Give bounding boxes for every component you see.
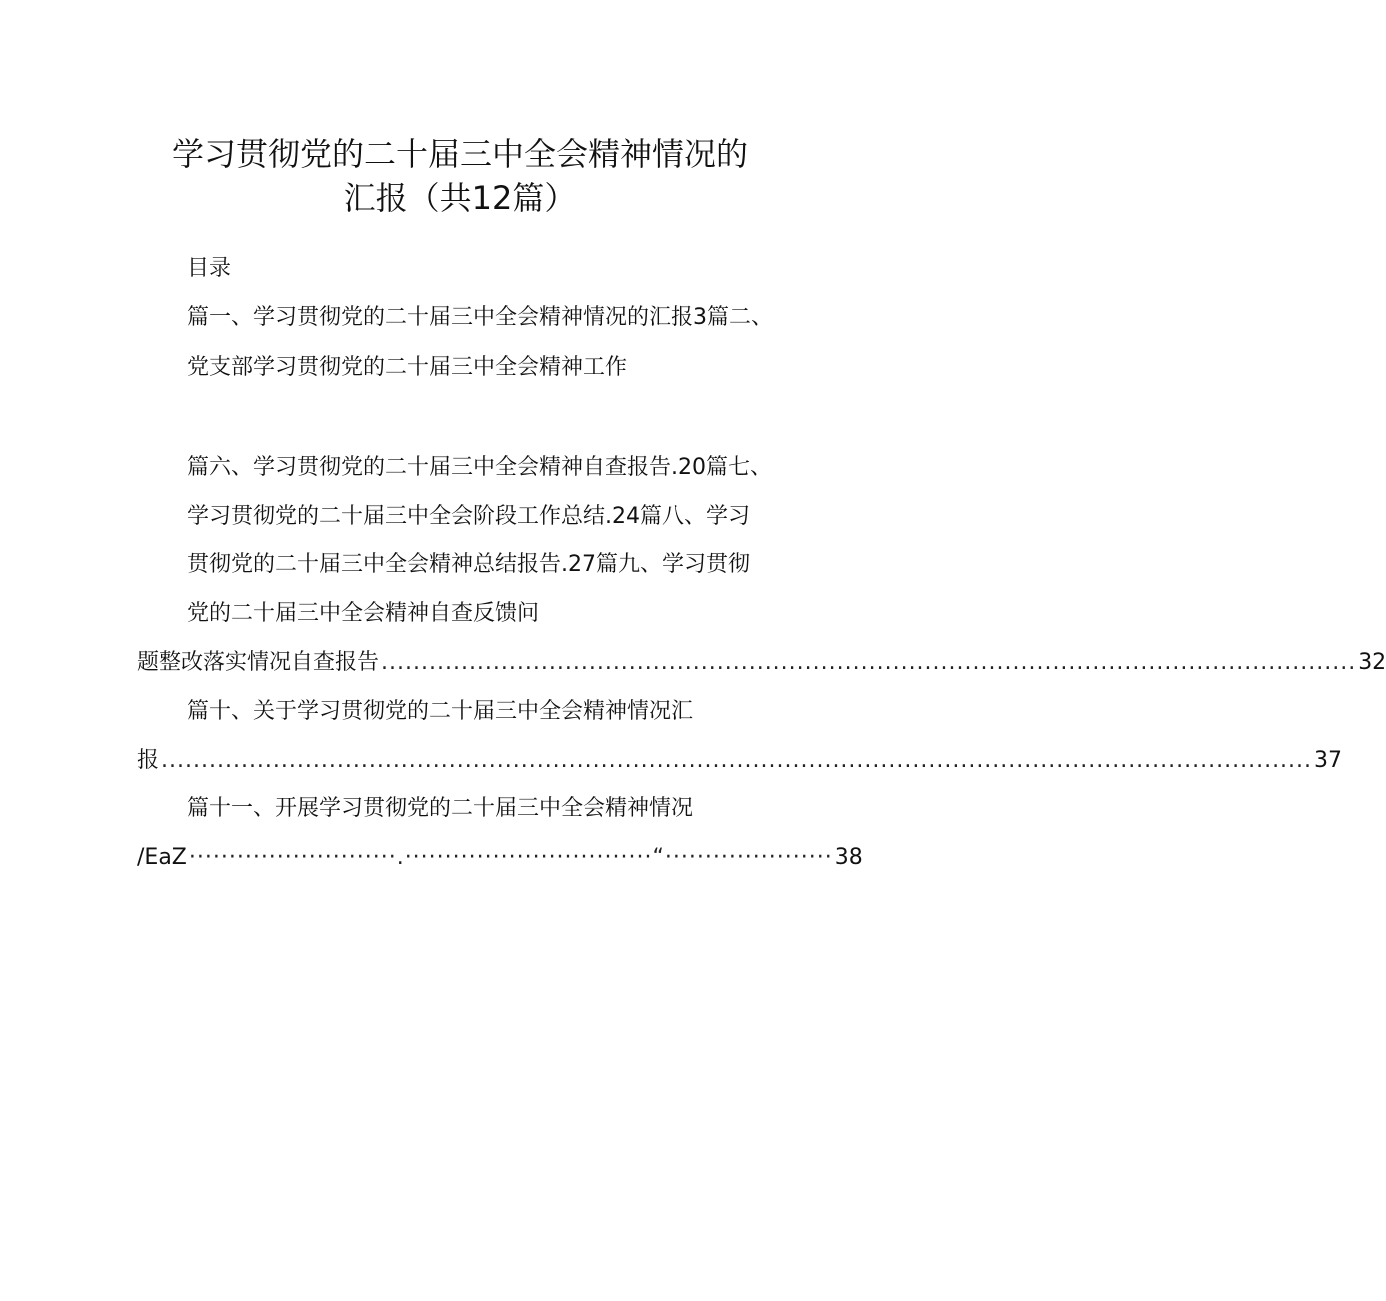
toc-page-number: 38 (834, 845, 863, 870)
toc-line: 贯彻党的二十届三中全会精神总结报告.27篇九、学习贯彻 (187, 552, 750, 577)
document-title-line-1: 学习贯彻党的二十届三中全会精神情况的 (171, 135, 748, 173)
toc-line: 篇六、学习贯彻党的二十届三中全会精神自查报告.20篇七、 (187, 455, 772, 480)
toc-line: 篇一、学习贯彻党的二十届三中全会精神情况的汇报3篇二、 (187, 305, 773, 330)
toc-line: 学习贯彻党的二十届三中全会阶段工作总结.24篇八、学习 (187, 504, 750, 529)
dot-leader: ................................................................................................................................................ (161, 748, 1313, 773)
toc-heading: 目录 (187, 256, 232, 281)
toc-entry-text: /EaZ (137, 845, 187, 870)
toc-page-number: 32 (1358, 650, 1386, 675)
toc-entry-text: 题整改落实情况自查报告 (137, 650, 380, 675)
toc-page-number: 37 (1314, 748, 1343, 773)
toc-entry-11 (137, 843, 863, 873)
toc-entry-10 (137, 746, 1343, 776)
dot-leader: .......................................................................................................................... (381, 650, 1357, 675)
dot-leader: ··························.·······························“····················· (188, 845, 833, 870)
toc-entry-text: 报 (137, 748, 160, 773)
toc-line: 篇十、关于学习贯彻党的二十届三中全会精神情况汇 (187, 699, 694, 724)
toc-entry-9 (137, 648, 1386, 678)
toc-line: 党支部学习贯彻党的二十届三中全会精神工作 (187, 355, 628, 380)
toc-line: 篇十一、开展学习贯彻党的二十届三中全会精神情况 (187, 796, 694, 821)
toc-line: 党的二十届三中全会精神自查反馈问 (187, 601, 540, 626)
document-title-line-2: 汇报（共12篇） (343, 179, 577, 217)
